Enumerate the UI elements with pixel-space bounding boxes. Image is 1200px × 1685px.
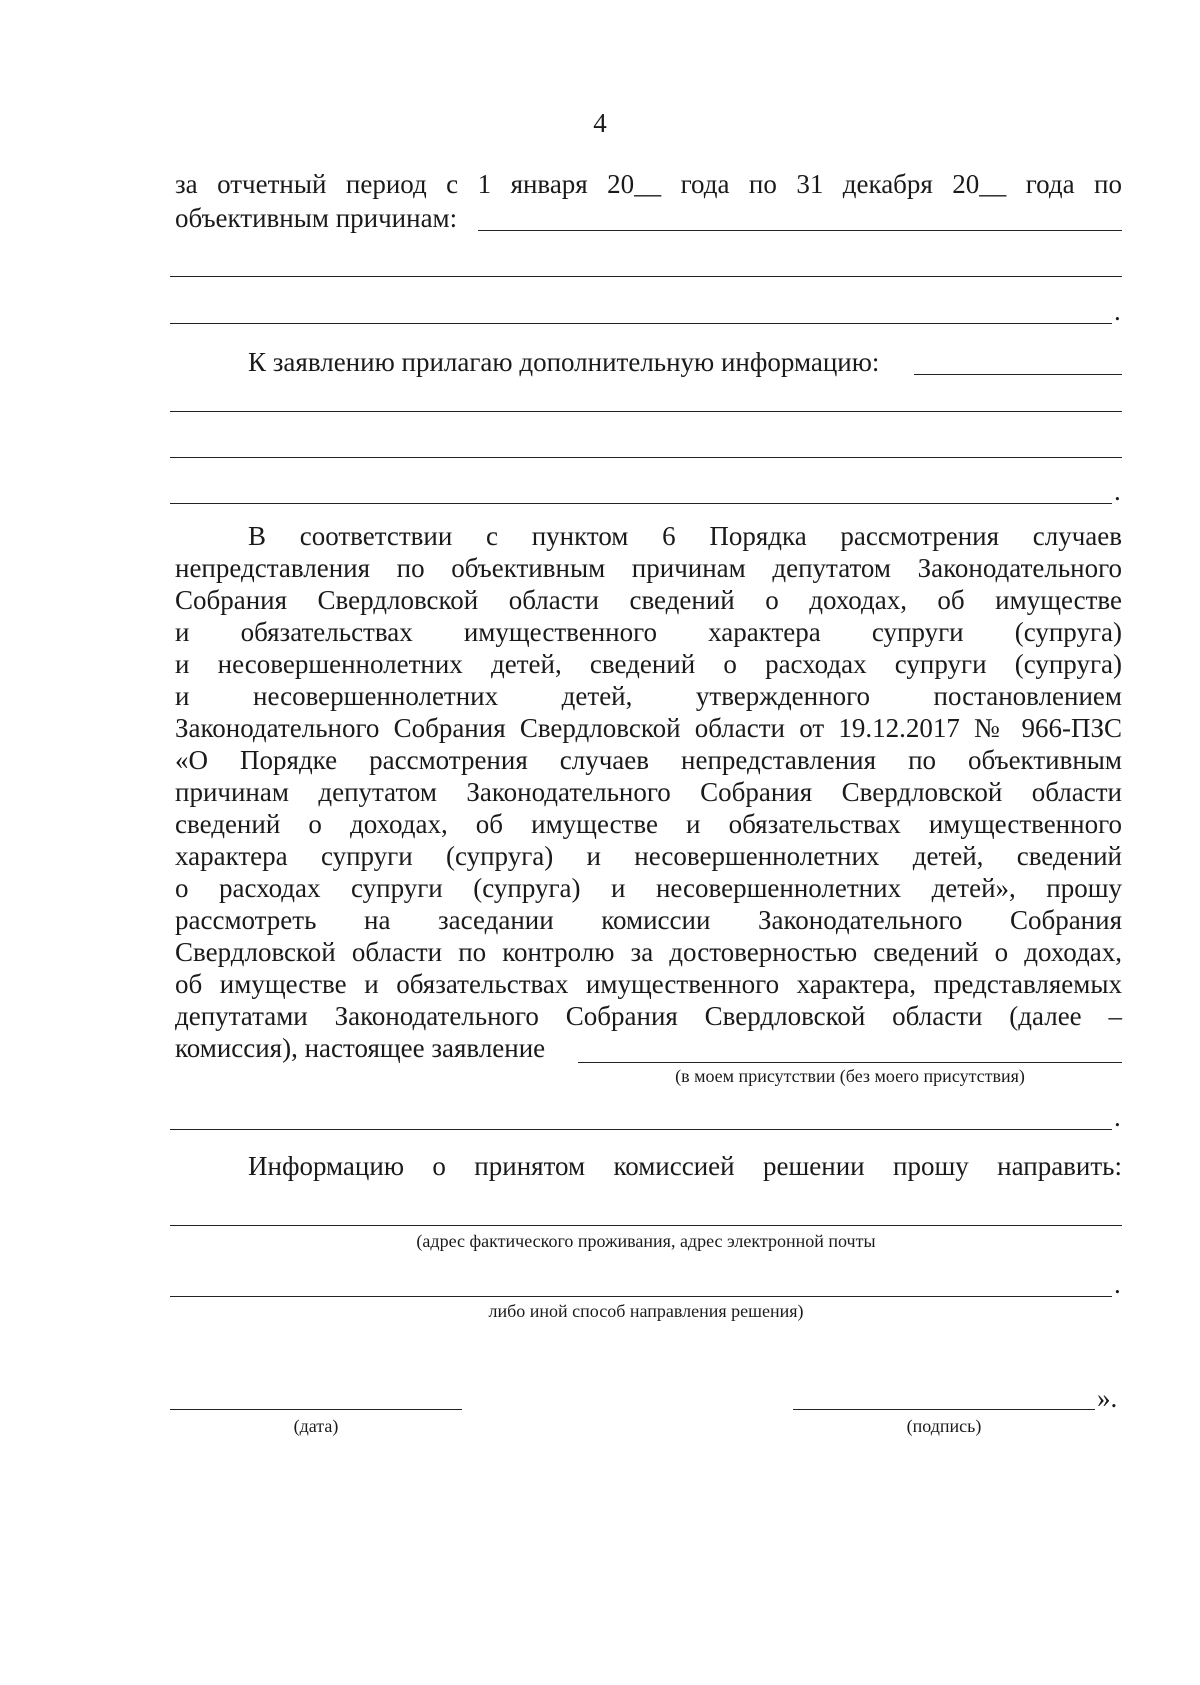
paragraph-last-line: комиссия), настоящее заявление [175, 1033, 546, 1063]
signature-caption: (подпись) [906, 1416, 982, 1436]
paragraph-line: Свердловской области по контролю за достоверностью сведений о доходах, [175, 937, 1122, 967]
reasons-field-1[interactable] [478, 230, 1122, 231]
paragraph-line: депутатами Законодательного Собрания Свердловской области (далее – [175, 1001, 1122, 1031]
additional-info-label: К заявлению прилагаю дополнительную информацию: [248, 347, 880, 377]
paragraph-line: Законодательного Собрания Свердловской области от 19.12.2017 № 966-ПЗС [175, 713, 1122, 743]
additional-field-3[interactable] [170, 457, 1122, 458]
paragraph-line: непредставления по объективным причинам депутатом Законодательного [175, 553, 1122, 583]
address-field-2[interactable] [170, 1296, 1112, 1297]
decision-label: Информацию о принятом комиссией решении прошу направить: [248, 1151, 1122, 1181]
signature-field[interactable] [793, 1409, 1095, 1410]
paragraph-line: характера супруги (супруга) и несовершеннолетних детей, сведений [175, 841, 1122, 871]
date-caption: (дата) [293, 1416, 339, 1436]
paragraph-line: и несовершеннолетних детей, сведений о расходах супруги (супруга) [175, 649, 1122, 679]
end-dot: . [1114, 1102, 1121, 1132]
paragraph-line: об имуществе и обязательствах имущественного характера, представляемых [175, 969, 1122, 999]
paragraph-line: рассмотреть на заседании комиссии Законодательного Собрания [175, 905, 1122, 935]
presence-field-2[interactable] [170, 1129, 1112, 1130]
reasons-field-2[interactable] [170, 276, 1122, 277]
paragraph-line: сведений о доходах, об имуществе и обязательствах имущественного [175, 809, 1122, 839]
paragraph-line: и обязательствах имущественного характера супруги (супруга) [175, 617, 1122, 647]
address-caption-1: (адрес фактического проживания, адрес электронной почты [416, 1231, 876, 1251]
presence-field[interactable] [578, 1062, 1122, 1063]
additional-field-4[interactable] [170, 503, 1112, 504]
paragraph-line: и несовершеннолетних детей, утвержденного постановлением [175, 681, 1122, 711]
end-dot: . [1114, 1269, 1121, 1299]
paragraph-line: о расходах супруги (супруга) и несовершеннолетних детей», прошу [175, 873, 1122, 903]
end-dot: . [1114, 476, 1121, 506]
paragraph-line: «О Порядке рассмотрения случаев непредставления по объективным [175, 745, 1122, 775]
reasons-field-3[interactable] [170, 323, 1112, 324]
page-number: 4 [593, 108, 607, 138]
closing-quote: ». [1097, 1383, 1118, 1413]
paragraph-line: причинам депутатом Законодательного Собрания Свердловской области [175, 777, 1122, 807]
period-reasons-label: объективным причинам: [175, 203, 458, 233]
address-field-1[interactable] [170, 1225, 1122, 1226]
presence-caption: (в моем присутствии (без моего присутствия) [675, 1066, 1025, 1086]
address-caption-2: либо иной способ направления решения) [488, 1301, 804, 1321]
paragraph-line: Собрания Свердловской области сведений о доходах, об имуществе [175, 585, 1122, 615]
additional-field-1[interactable] [914, 374, 1122, 375]
period-line-1: за отчетный период с 1 января 20__ года по 31 декабря 20__ года по [175, 169, 1122, 199]
paragraph-line: В соответствии с пунктом 6 Порядка рассмотрения случаев [248, 521, 1122, 551]
date-field[interactable] [170, 1409, 462, 1410]
additional-field-2[interactable] [170, 411, 1122, 412]
end-dot: . [1114, 296, 1121, 326]
